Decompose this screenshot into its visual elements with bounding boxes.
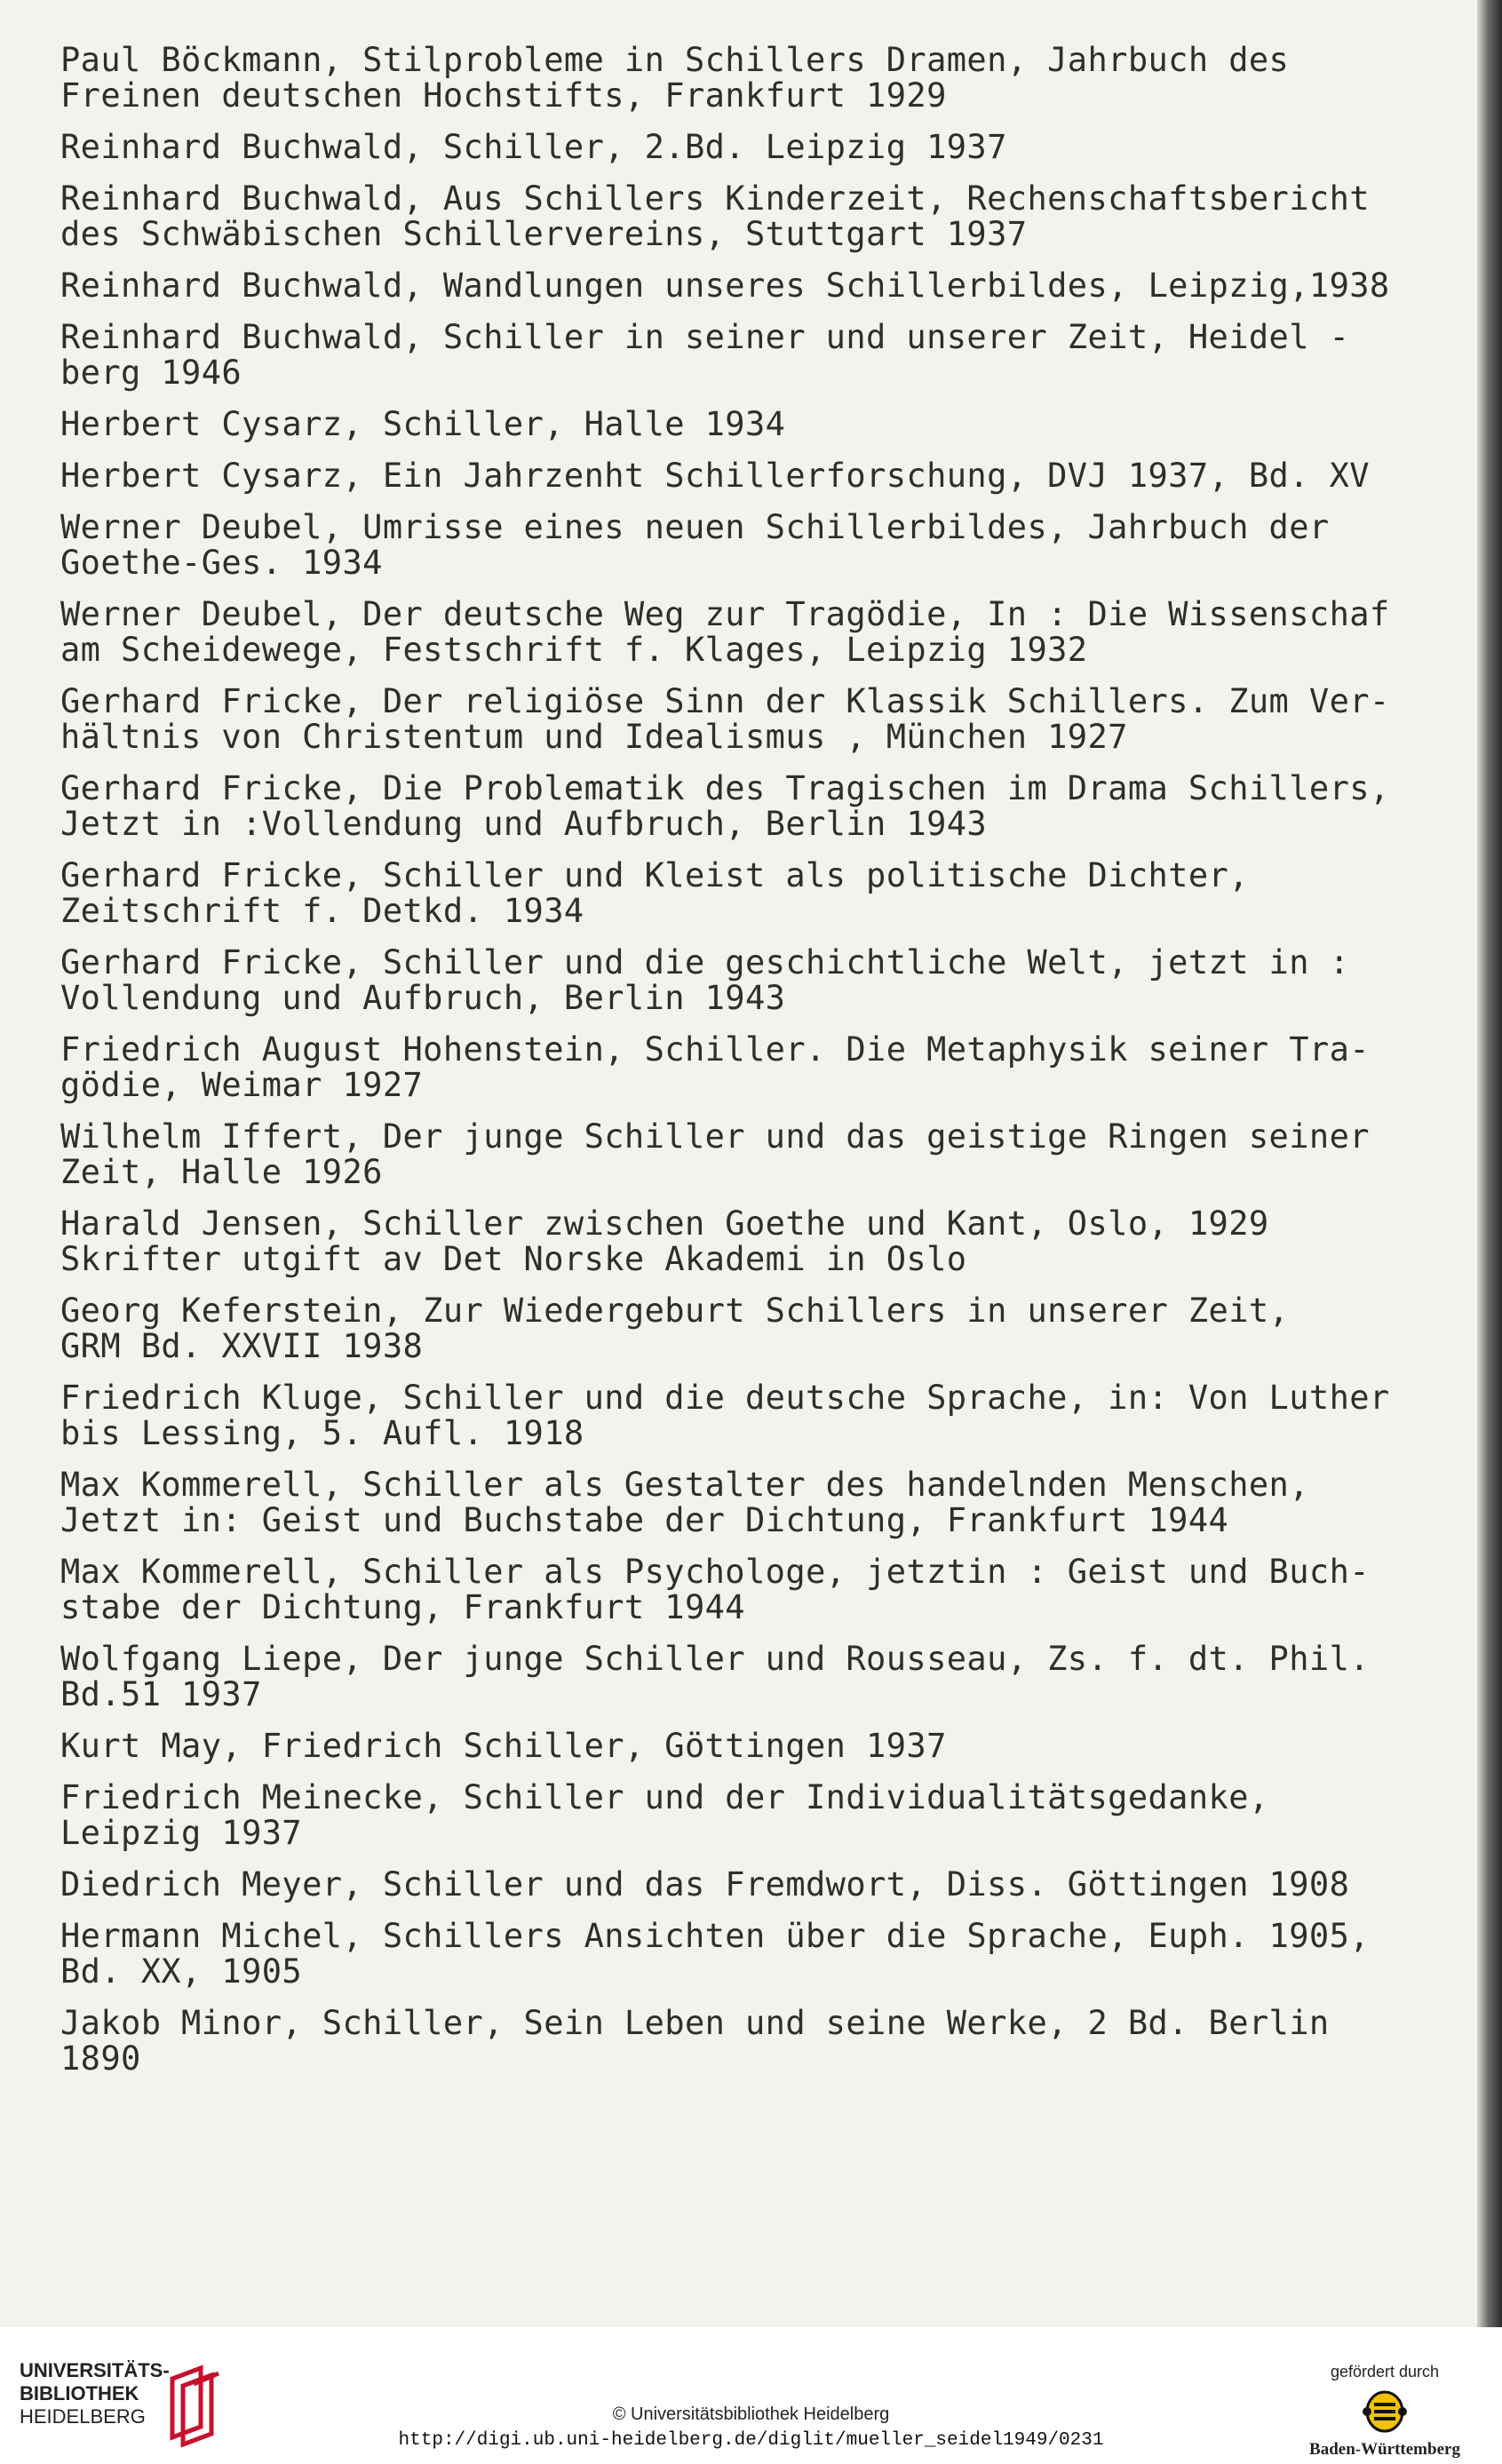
bibliography-entry (60, 1919, 1482, 1990)
bibliography-entry (60, 1206, 1482, 1277)
entry-line: Reinhard Buchwald, Schiller, 2.Bd. Leipzig 1937 (60, 128, 1007, 166)
bibliography-entry (60, 1554, 1482, 1625)
entry-line: Goethe-Ges. 1934 (60, 544, 383, 582)
entry-line: Gerhard Fricke, Der religiöse Sinn der Klassik Schillers. Zum Ver- (60, 682, 1390, 720)
bibliography-entry (60, 771, 1482, 842)
entry-line: Jetzt in: Geist und Buchstabe der Dichtung, Frankfurt 1944 (60, 1501, 1229, 1539)
copyright-notice: © Universitätsbibliothek Heidelberg (612, 2404, 890, 2424)
entry-line: Max Kommerell, Schiller als Gestalter des handelnden Menschen, (60, 1466, 1309, 1504)
entry-line: GRM Bd. XXVII 1938 (60, 1327, 424, 1365)
bibliography-entry (60, 1467, 1482, 1538)
entry-line: gödie, Weimar 1927 (60, 1066, 424, 1104)
library-name-line1: UNIVERSITÄTS- (20, 2359, 170, 2381)
state-coat-of-arms-icon (1360, 2387, 1410, 2436)
bibliography-entry (60, 1380, 1482, 1451)
bibliography-entry (60, 1780, 1482, 1851)
bibliography-entry (60, 1641, 1482, 1713)
entry-line: hältnis von Christentum und Idealismus , München 1927 (60, 718, 1128, 756)
entry-line: bis Lessing, 5. Aufl. 1918 (60, 1414, 584, 1452)
entry-line: Friedrich Meinecke, Schiller und der Individualitätsgedanke, (60, 1778, 1269, 1816)
entry-line: Jakob Minor, Schiller, Sein Leben und seine Werke, 2 Bd. Berlin (60, 2004, 1330, 2042)
bibliography-entry (60, 458, 1482, 494)
entry-line: Bd.51 1937 (60, 1675, 262, 1713)
entry-line: Gerhard Fricke, Schiller und Kleist als politische Dichter, (60, 856, 1249, 894)
permalink-url[interactable]: http://digi.ub.uni-heidelberg.de/diglit/mueller_seidel1949/0231 (398, 2430, 1104, 2451)
entry-line: Gerhard Fricke, Schiller und die geschichtliche Welt, jetzt in : (60, 943, 1350, 982)
bibliography-entry (60, 43, 1482, 114)
entry-line: Werner Deubel, Umrisse eines neuen Schillerbildes, Jahrbuch der (60, 508, 1330, 546)
entry-line: 1890 (60, 2039, 141, 2078)
library-name-line2: BIBLIOTHEK (20, 2382, 139, 2404)
bibliography-entry (60, 181, 1482, 252)
bibliography-entry (60, 510, 1482, 581)
entry-line: Kurt May, Friedrich Schiller, Göttingen 1937 (60, 1727, 947, 1765)
entry-line: Harald Jensen, Schiller zwischen Goethe und Kant, Oslo, 1929 (60, 1204, 1269, 1243)
entry-line: Gerhard Fricke, Die Problematik des Tragischen im Drama Schillers, (60, 769, 1390, 807)
entry-line: Herbert Cysarz, Ein Jahrzenht Schillerforschung, DVJ 1937, Bd. XV (60, 457, 1370, 495)
bibliography-entry (60, 945, 1482, 1016)
bibliography-list (60, 43, 1482, 2093)
entry-line: stabe der Dichtung, Frankfurt 1944 (60, 1588, 745, 1626)
entry-line: am Scheidewege, Festschrift f. Klages, Leipzig 1932 (60, 631, 1088, 669)
funder-block (1296, 2363, 1474, 2460)
entry-line: Diedrich Meyer, Schiller und das Fremdwort, Diss. Göttingen 1908 (60, 1865, 1350, 1904)
entry-line: des Schwäbischen Schillervereins, Stuttgart 1937 (60, 215, 1028, 253)
entry-line: Reinhard Buchwald, Schiller in seiner und unserer Zeit, Heidel - (60, 318, 1350, 356)
entry-line: Bd. XX, 1905 (60, 1952, 303, 1991)
funder-name: Baden-Württemberg (1309, 2440, 1460, 2459)
entry-line: Zeitschrift f. Detkd. 1934 (60, 892, 584, 930)
entry-line: Leipzig 1937 (60, 1814, 303, 1852)
bibliography-entry (60, 130, 1482, 165)
entry-line: Georg Keferstein, Zur Wiedergeburt Schillers in unserer Zeit, (60, 1292, 1290, 1330)
bibliography-entry (60, 1867, 1482, 1903)
entry-line: Friedrich August Hohenstein, Schiller. Die Metaphysik seiner Tra- (60, 1030, 1370, 1069)
bibliography-entry (60, 1032, 1482, 1103)
entry-line: Friedrich Kluge, Schiller und die deutsche Sprache, in: Von Luther (60, 1379, 1390, 1417)
entry-line: Wolfgang Liepe, Der junge Schiller und Rousseau, Zs. f. dt. Phil. (60, 1640, 1370, 1678)
entry-line: Wilhelm Iffert, Der junge Schiller und das geistige Ringen seiner (60, 1117, 1370, 1156)
footer (0, 2327, 1502, 2464)
bibliography-entry (60, 320, 1482, 391)
entry-line: Paul Böckmann, Stilprobleme in Schillers Dramen, Jahrbuch des (60, 41, 1290, 79)
entry-line: Reinhard Buchwald, Aus Schillers Kinderzeit, Rechenschaftsbericht (60, 179, 1370, 218)
bibliography-entry (60, 597, 1482, 668)
entry-line: Freinen deutschen Hochstifts, Frankfurt 1929 (60, 76, 947, 115)
library-name-line3: HEIDELBERG (20, 2405, 146, 2428)
bibliography-entry (60, 858, 1482, 929)
bibliography-entry (60, 407, 1482, 442)
entry-line: Jetzt in :Vollendung und Aufbruch, Berlin 1943 (60, 805, 988, 843)
bibliography-entry (60, 268, 1482, 304)
entry-line: Hermann Michel, Schillers Ansichten über die Sprache, Euph. 1905, (60, 1917, 1370, 1955)
entry-line: Herbert Cysarz, Schiller, Halle 1934 (60, 405, 786, 443)
entry-line: berg 1946 (60, 354, 242, 392)
entry-line: Werner Deubel, Der deutsche Weg zur Tragödie, In : Die Wissenschaf (60, 595, 1390, 633)
bibliography-entry (60, 1729, 1482, 1764)
entry-line: Zeit, Halle 1926 (60, 1153, 383, 1191)
entry-line: Vollendung und Aufbruch, Berlin 1943 (60, 979, 786, 1017)
bibliography-entry (60, 2006, 1482, 2077)
entry-line: Max Kommerell, Schiller als Psychologe, jetztin : Geist und Buch- (60, 1553, 1370, 1591)
entry-line: Reinhard Buchwald, Wandlungen unseres Schillerbildes, Leipzig,1938 (60, 266, 1390, 305)
bibliography-entry (60, 684, 1482, 755)
entry-line: Skrifter utgift av Det Norske Akademi in Oslo (60, 1240, 967, 1278)
bibliography-entry (60, 1119, 1482, 1190)
bibliography-entry (60, 1293, 1482, 1364)
funder-caption: gefördert durch (1330, 2363, 1440, 2381)
